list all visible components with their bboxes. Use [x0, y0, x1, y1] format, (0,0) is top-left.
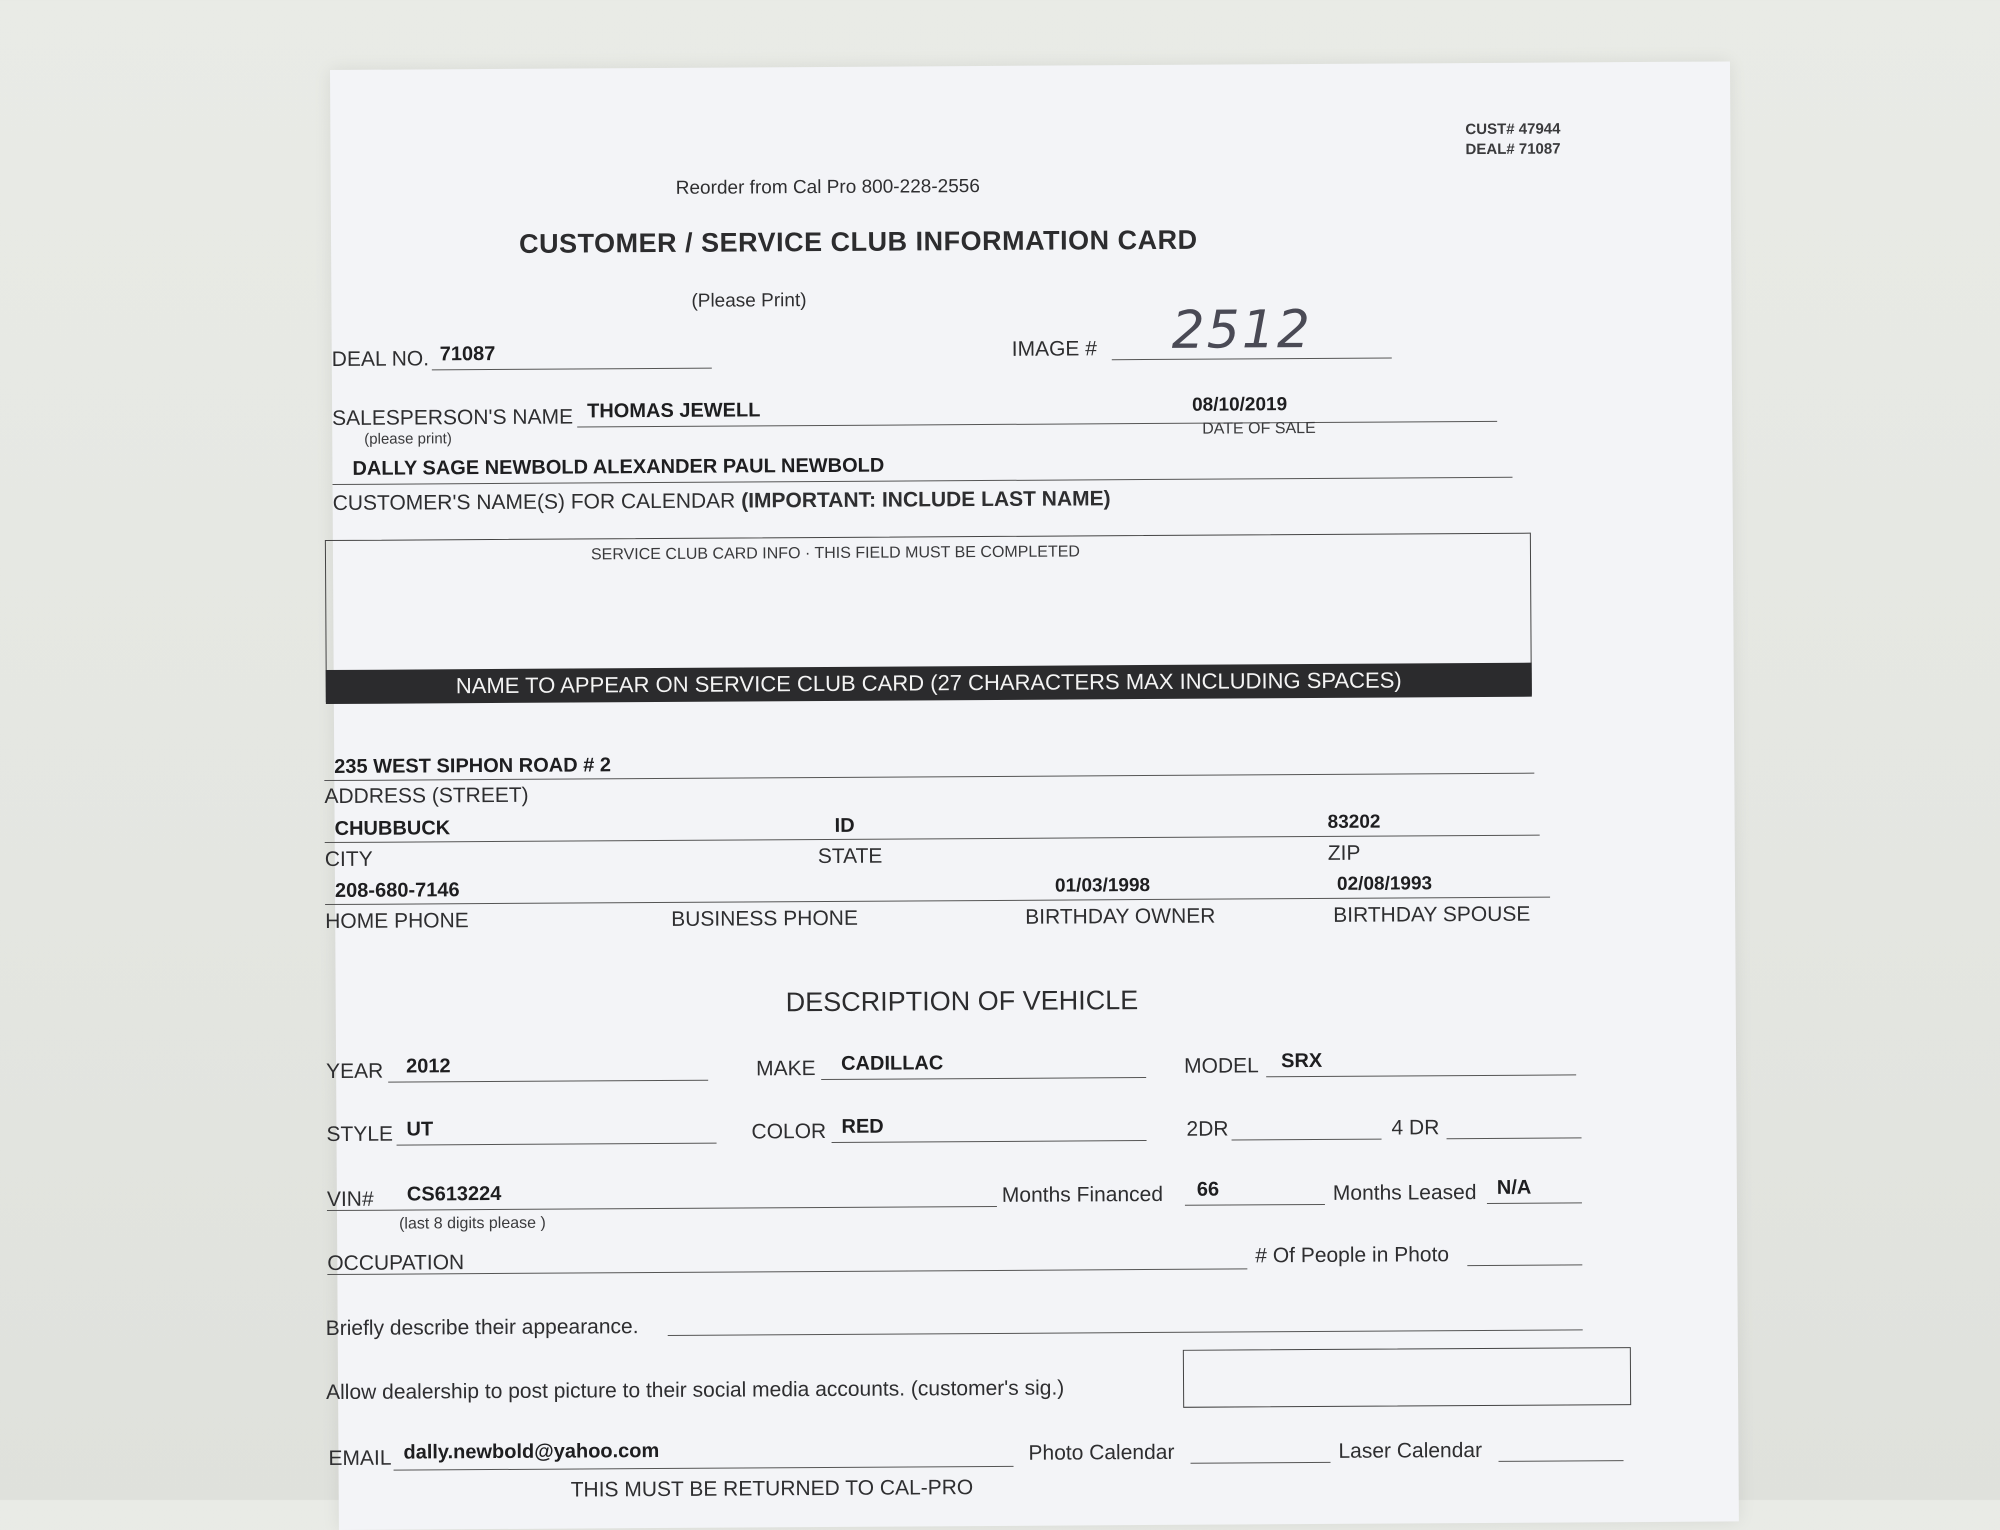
image-no-handwritten[interactable]: 2512: [1171, 300, 1313, 361]
social-media-label: Allow dealership to post picture to their social media accounts. (customer's sig.): [326, 1376, 1065, 1405]
zip-label: ZIP: [1327, 841, 1361, 865]
occupation-line[interactable]: [327, 1268, 1247, 1275]
date-of-sale-value[interactable]: 08/10/2019: [1191, 394, 1288, 416]
year-line: [388, 1080, 708, 1083]
business-phone-label: BUSINESS PHONE: [671, 906, 858, 931]
state-label: STATE: [817, 844, 883, 869]
four-door-line[interactable]: [1447, 1137, 1582, 1139]
deal-no-line: [432, 368, 712, 371]
make-label: MAKE: [756, 1057, 816, 1081]
photo-calendar-line[interactable]: [1191, 1462, 1331, 1464]
months-leased-line: [1487, 1202, 1582, 1204]
date-of-sale-label: DATE OF SALE: [1202, 419, 1316, 438]
customer-names-label: CUSTOMER'S NAME(S) FOR CALENDAR (IMPORTANT: INCLUDE LAST NAME): [332, 487, 1111, 515]
two-door-line[interactable]: [1232, 1139, 1382, 1141]
home-phone-label: HOME PHONE: [325, 909, 469, 934]
street-value[interactable]: 235 WEST SIPHON ROAD # 2: [334, 754, 612, 778]
salesperson-note: (please print): [364, 430, 452, 448]
information-card-paper: [324, 61, 1739, 1530]
birthday-spouse-label: BIRTHDAY SPOUSE: [1333, 902, 1531, 927]
months-leased-value[interactable]: N/A: [1496, 1176, 1532, 1199]
vin-value[interactable]: CS613224: [406, 1182, 502, 1206]
deal-no-label: DEAL NO.: [331, 347, 430, 371]
people-in-photo-label: # Of People in Photo: [1255, 1243, 1450, 1268]
birthday-spouse-value[interactable]: 02/08/1993: [1336, 873, 1433, 895]
email-value[interactable]: dally.newbold@yahoo.com: [403, 1440, 660, 1464]
street-label: ADDRESS (STREET): [324, 783, 529, 809]
laser-calendar-line[interactable]: [1499, 1460, 1624, 1462]
style-value[interactable]: UT: [406, 1118, 434, 1141]
customer-names-value[interactable]: DALLY SAGE NEWBOLD ALEXANDER PAUL NEWBOLD: [352, 454, 885, 480]
zip-value[interactable]: 83202: [1327, 811, 1381, 833]
home-phone-value[interactable]: 208-680-7146: [334, 879, 460, 902]
make-line: [821, 1077, 1146, 1080]
style-label: STYLE: [326, 1122, 394, 1147]
months-financed-value[interactable]: 66: [1196, 1178, 1220, 1201]
cust-number: CUST# 47944: [1465, 120, 1561, 139]
customer-signature-box[interactable]: [1183, 1347, 1631, 1408]
image-no-label: IMAGE #: [1011, 337, 1097, 361]
salesperson-value[interactable]: THOMAS JEWELL: [587, 399, 761, 423]
vin-label: VIN#: [326, 1187, 374, 1212]
please-print-note: (Please Print): [691, 290, 807, 312]
vehicle-heading: DESCRIPTION OF VEHICLE: [785, 985, 1139, 1018]
service-club-banner: NAME TO APPEAR ON SERVICE CLUB CARD (27 CHARACTERS MAX INCLUDING SPACES): [326, 663, 1532, 704]
model-line: [1266, 1074, 1576, 1077]
customer-names-important: (IMPORTANT: INCLUDE LAST NAME): [741, 487, 1111, 513]
make-value[interactable]: CADILLAC: [841, 1052, 944, 1075]
footer-return-note: THIS MUST BE RETURNED TO CAL-PRO: [570, 1476, 974, 1502]
deal-no-value[interactable]: 71087: [439, 342, 496, 366]
year-label: YEAR: [326, 1059, 384, 1084]
appearance-line[interactable]: [668, 1329, 1583, 1336]
color-label: COLOR: [751, 1119, 827, 1144]
color-line: [832, 1140, 1147, 1143]
reorder-text: Reorder from Cal Pro 800-228-2556: [675, 176, 980, 199]
birthday-owner-value[interactable]: 01/03/1998: [1054, 875, 1151, 897]
service-club-info: SERVICE CLUB CARD INFO · THIS FIELD MUST BE COMPLETED: [590, 543, 1080, 564]
vin-line: [327, 1206, 997, 1211]
appearance-label: Briefly describe their appearance.: [325, 1315, 639, 1341]
occupation-label: OCCUPATION: [327, 1251, 465, 1276]
two-door-label: 2DR: [1186, 1117, 1229, 1141]
email-label: EMAIL: [328, 1446, 392, 1471]
model-label: MODEL: [1184, 1054, 1259, 1078]
model-value[interactable]: SRX: [1281, 1049, 1323, 1073]
months-financed-line: [1185, 1204, 1325, 1206]
laser-calendar-label: Laser Calendar: [1338, 1438, 1483, 1463]
state-value[interactable]: ID: [834, 814, 855, 837]
salesperson-label: SALESPERSON'S NAME: [332, 405, 574, 430]
color-value[interactable]: RED: [841, 1115, 884, 1138]
months-leased-label: Months Leased: [1332, 1181, 1477, 1205]
months-financed-label: Months Financed: [1001, 1182, 1164, 1207]
city-label: CITY: [324, 847, 373, 872]
vin-note: (last 8 digits please ): [398, 1214, 546, 1233]
birthday-owner-label: BIRTHDAY OWNER: [1025, 904, 1216, 929]
year-value[interactable]: 2012: [406, 1055, 451, 1078]
city-value[interactable]: CHUBBUCK: [334, 817, 451, 840]
style-line: [397, 1143, 717, 1146]
email-line: [394, 1466, 1014, 1471]
photo-calendar-label: Photo Calendar: [1028, 1440, 1175, 1465]
four-door-label: 4 DR: [1391, 1116, 1440, 1140]
people-in-photo-line[interactable]: [1467, 1264, 1582, 1266]
deal-number-corner: DEAL# 71087: [1465, 140, 1561, 159]
card-title: CUSTOMER / SERVICE CLUB INFORMATION CARD: [518, 224, 1198, 259]
